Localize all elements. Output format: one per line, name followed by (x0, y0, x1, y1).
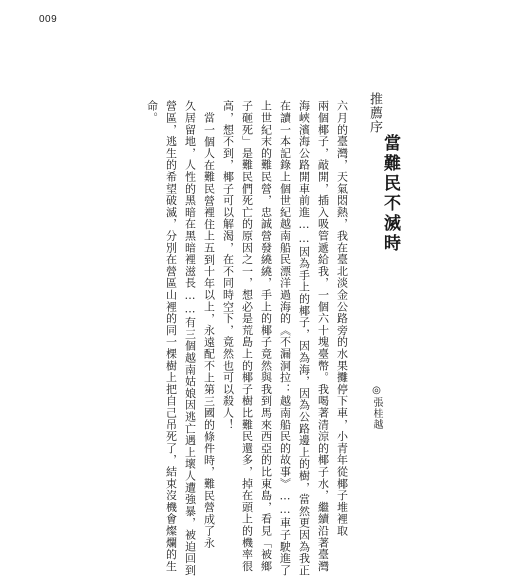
body-column: 六月的臺灣，天氣悶熱，我在臺北淡金公路旁的水果攤停下車，小青年從椰子堆裡取 (335, 100, 349, 537)
preface-title: 當難民不滅時 (380, 134, 400, 254)
body-column: 久居留地，人性的黑暗在黑暗裡滋長……有三個越南姑娘因逃亡遇上壞人遭強暴，被迫回到 (183, 100, 197, 576)
body-column: 高，想不到，椰子可以解渴，在不同時空下，竟然也可以殺人！ (221, 100, 235, 431)
body-column: 營區，逃生的希望破滅，分別在營區山裡的同一棵樹上把自己吊死了，結束沒機會燦爛的生 (164, 100, 178, 572)
body-column: 在讀一本記錄上個世紀越南船民漂洋過海的《不漏洞拉：越南船民的故事》……車子駛進了 (278, 100, 292, 576)
preface-label: 推薦序 (367, 92, 382, 134)
body-column: 兩個椰子，敲開，插入吸管遞給我，一個六十塊臺幣。我喝著清涼的椰子水，繼續沿著臺灣 (316, 100, 330, 572)
page-number: 009 (39, 14, 58, 25)
body-column: 命。 (145, 100, 159, 124)
body-column: 海峽濱海公路開車前進……因為手上的椰子，因為海，因為公路邊上的樹，當然更因為我正 (297, 100, 311, 576)
body-column: 子砸死」是難民們死亡的原因之一，想必是荒島上的椰子樹比難民還多，掉在頭上的機率很 (240, 100, 254, 572)
preface-author: ◎張桂越 (371, 385, 382, 430)
body-column: 上世紀末的難民營，忠誠營發繞繞，手上的椰子竟然與我到馬來西亞的比東島，看見「被鄉 (259, 100, 273, 572)
body-column: 當一個人在難民營裡住上五到十年以上，永遠配不上第三國的條件時，難民營成了永 (202, 112, 216, 549)
